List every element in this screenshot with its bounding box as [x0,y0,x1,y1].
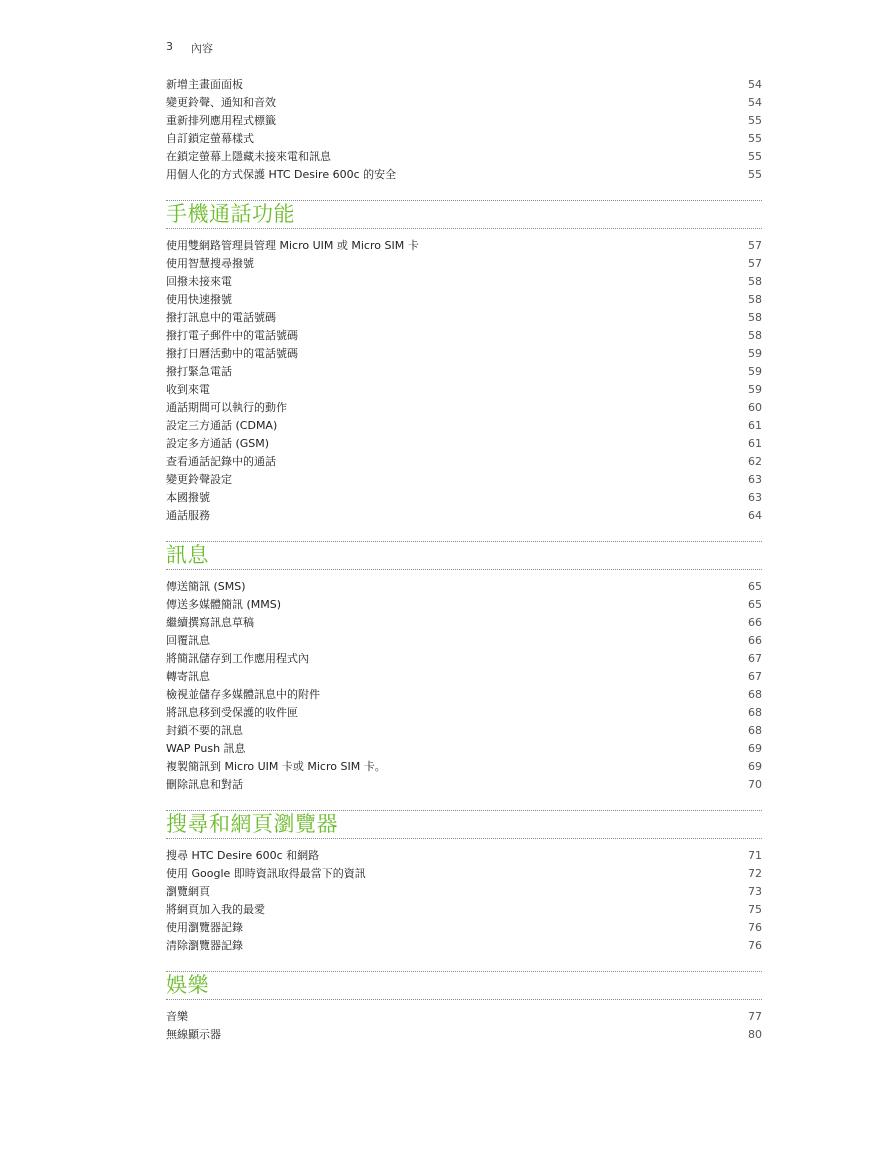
toc-entry[interactable] [166,937,762,955]
toc-entry-title: 使用雙網路管理員管理 Micro UIM 或 Micro SIM 卡 [166,239,419,252]
toc-entry-page: 55 [748,114,762,127]
toc-entry-page: 71 [748,849,762,862]
toc-entry[interactable] [166,865,762,883]
toc-entry-page: 76 [748,921,762,934]
toc-entry[interactable] [166,1008,762,1026]
page-number: 3 [166,40,173,53]
toc-entry-title: 新增主畫面面板 [166,78,243,91]
toc-entry-title: 將訊息移到受保護的收件匣 [166,706,298,719]
toc-entry-title: 複製簡訊到 Micro UIM 卡或 Micro SIM 卡。 [166,760,386,773]
toc-entry-page: 69 [748,742,762,755]
toc-entry-title: 在鎖定螢幕上隱藏未接來電和訊息 [166,150,331,163]
toc-entry[interactable] [166,237,762,255]
toc-entry-page: 59 [748,347,762,360]
toc-entry[interactable] [166,740,762,758]
toc-entry-page: 58 [748,329,762,342]
toc-entry[interactable] [166,650,762,668]
toc-entry-title: 音樂 [166,1010,188,1023]
toc-entry-title: 本國撥號 [166,491,210,504]
toc-entry-page: 73 [748,885,762,898]
toc-entry-title: 變更鈴聲、通知和音效 [166,96,276,109]
toc-entry-title: 回覆訊息 [166,634,210,647]
toc-entry[interactable] [166,291,762,309]
toc-entry[interactable] [166,901,762,919]
toc-entry-title: 設定三方通話 (CDMA) [166,419,278,432]
toc-entry-page: 67 [748,670,762,683]
toc-entry-page: 64 [748,509,762,522]
toc-entry[interactable] [166,381,762,399]
page-header [166,40,213,56]
toc-entry[interactable] [166,578,762,596]
toc-entry-page: 80 [748,1028,762,1041]
toc-entry-page: 61 [748,419,762,432]
section-heading-text: 娛樂 [166,973,209,997]
toc-entry[interactable] [166,327,762,345]
toc-entry-page: 55 [748,150,762,163]
toc-entry-page: 62 [748,455,762,468]
toc-entry[interactable] [166,363,762,381]
toc-entry-page: 60 [748,401,762,414]
toc-entry-title: 自訂鎖定螢幕樣式 [166,132,254,145]
toc-entry[interactable] [166,453,762,471]
toc-entry[interactable] [166,417,762,435]
toc-entry-page: 68 [748,688,762,701]
toc-entry-title: 繼續撰寫訊息草稿 [166,616,254,629]
toc-entry-page: 57 [748,239,762,252]
section-heading-text: 訊息 [166,543,209,567]
toc-entry-title: 撥打電子郵件中的電話號碼 [166,329,298,342]
toc-entry-title: 傳送多媒體簡訊 (MMS) [166,598,282,611]
toc-entry-title: 將簡訊儲存到工作應用程式內 [166,652,309,665]
toc-entry[interactable] [166,148,762,166]
toc-entry-page: 66 [748,634,762,647]
toc-entry[interactable] [166,255,762,273]
toc-entry-page: 77 [748,1010,762,1023]
toc-entry-page: 65 [748,598,762,611]
toc-entry[interactable] [166,686,762,704]
toc-entry-title: 傳送簡訊 (SMS) [166,580,246,593]
toc-entry-page: 63 [748,491,762,504]
toc-entry-title: 瀏覽網頁 [166,885,210,898]
toc-entry[interactable] [166,112,762,130]
toc-entry-title: 撥打日曆活動中的電話號碼 [166,347,298,360]
toc-entry-title: 撥打訊息中的電話號碼 [166,311,276,324]
toc-entry-page: 58 [748,311,762,324]
toc-entry[interactable] [166,632,762,650]
toc-entry[interactable] [166,758,762,776]
toc-entry-page: 70 [748,778,762,791]
toc-entry[interactable] [166,614,762,632]
toc-group [166,76,762,184]
toc-entry-page: 61 [748,437,762,450]
toc-entry-title: 用個人化的方式保護 HTC Desire 600c 的安全 [166,168,397,181]
toc-entry-title: 使用 Google 即時資訊取得最當下的資訊 [166,867,366,880]
toc-entry-page: 63 [748,473,762,486]
toc-entry-title: 收到來電 [166,383,210,396]
toc-entry-title: 撥打緊急電話 [166,365,232,378]
page-title: 內容 [191,42,213,55]
toc-entry-title: 重新排列應用程式標籤 [166,114,276,127]
toc-entry-title: 刪除訊息和對話 [166,778,243,791]
toc-entry-page: 54 [748,78,762,91]
toc-entry-title: 封鎖不要的訊息 [166,724,243,737]
section-heading-phone-calls [166,200,762,229]
toc-entry-page: 54 [748,96,762,109]
section-heading-entertainment [166,971,762,1000]
toc-entry[interactable] [166,489,762,507]
toc-entry[interactable] [166,273,762,291]
toc-entry[interactable] [166,345,762,363]
toc-entry[interactable] [166,94,762,112]
toc-entry-page: 76 [748,939,762,952]
toc-entry-page: 68 [748,706,762,719]
section-heading-text: 手機通話功能 [166,202,295,226]
toc-entry[interactable] [166,1026,762,1044]
section-heading-text: 搜尋和網頁瀏覽器 [166,812,338,836]
toc-group [166,1008,762,1044]
toc-entry-title: 變更鈴聲設定 [166,473,232,486]
toc-entry[interactable] [166,130,762,148]
section-heading-messages [166,541,762,570]
toc-entry-page: 75 [748,903,762,916]
toc-entry-title: 檢視並儲存多媒體訊息中的附件 [166,688,320,701]
toc-group [166,578,762,794]
toc-entry-page: 58 [748,293,762,306]
toc-entry-title: WAP Push 訊息 [166,742,246,755]
toc-entry-page: 57 [748,257,762,270]
toc-entry-page: 55 [748,168,762,181]
toc-entry-page: 69 [748,760,762,773]
toc-entry[interactable] [166,668,762,686]
toc-group [166,237,762,525]
toc-entry-page: 55 [748,132,762,145]
toc-entry-title: 回撥未接來電 [166,275,232,288]
toc-entry-title: 搜尋 HTC Desire 600c 和網路 [166,849,320,862]
toc-entry-page: 66 [748,616,762,629]
section-heading-search-browser [166,810,762,839]
toc-entry-page: 65 [748,580,762,593]
toc-entry-title: 通話服務 [166,509,210,522]
toc-entry-page: 59 [748,383,762,396]
toc-entry[interactable] [166,309,762,327]
toc-entry[interactable] [166,704,762,722]
toc-entry-page: 68 [748,724,762,737]
toc-entry-title: 使用瀏覽器記錄 [166,921,243,934]
toc-entry[interactable] [166,722,762,740]
table-of-contents [166,76,762,1044]
toc-entry[interactable] [166,399,762,417]
toc-entry[interactable] [166,435,762,453]
toc-entry[interactable] [166,596,762,614]
toc-entry[interactable] [166,166,762,184]
toc-entry-title: 查看通話記錄中的通話 [166,455,276,468]
toc-group [166,847,762,955]
toc-entry[interactable] [166,883,762,901]
toc-entry[interactable] [166,919,762,937]
toc-entry[interactable] [166,507,762,525]
toc-entry-title: 設定多方通話 (GSM) [166,437,270,450]
toc-entry-title: 使用快速撥號 [166,293,232,306]
toc-entry[interactable] [166,776,762,794]
toc-entry[interactable] [166,76,762,94]
toc-entry-title: 轉寄訊息 [166,670,210,683]
toc-entry-page: 67 [748,652,762,665]
toc-entry-title: 無線顯示器 [166,1028,221,1041]
toc-entry-page: 59 [748,365,762,378]
toc-entry-page: 72 [748,867,762,880]
toc-entry-title: 將網頁加入我的最愛 [166,903,265,916]
toc-entry[interactable] [166,471,762,489]
toc-entry-page: 58 [748,275,762,288]
toc-entry[interactable] [166,847,762,865]
toc-entry-title: 使用智慧搜尋撥號 [166,257,254,270]
toc-entry-title: 通話期間可以執行的動作 [166,401,287,414]
toc-entry-title: 清除瀏覽器記錄 [166,939,243,952]
